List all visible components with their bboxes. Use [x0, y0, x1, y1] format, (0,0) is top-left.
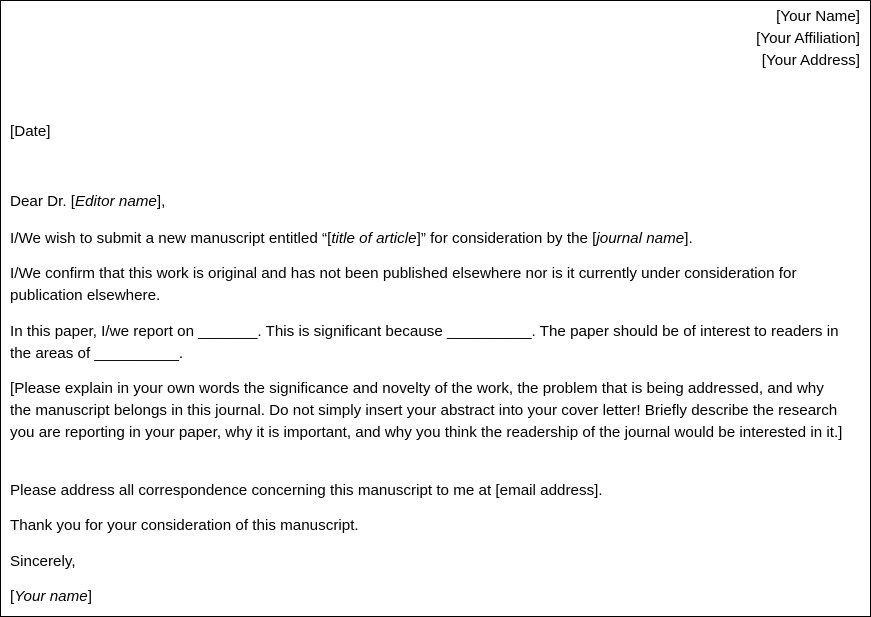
journal-name-placeholder: journal name — [596, 230, 685, 247]
explanation-paragraph: [Please explain in your own words the significance and novelty of the work, the problem that is being addressed, and why the manuscript belongs in this journal. Do not simply insert your abstract into your cover letter! Briefly describe the research you are reporting in your paper, why it is important, and why you think the readership of the journal would be interested in it.] — [10, 380, 843, 441]
signature-open-bracket: [ — [10, 588, 15, 605]
correspondence-paragraph: Please address all correspondence concerning this manuscript to me at [email address]. — [10, 482, 603, 499]
signature-close-bracket: ] — [87, 588, 92, 605]
report-paragraph: In this paper, I/we report on _______. This is significant because __________. The paper should be of interest to readers in the areas of __________. — [10, 323, 839, 362]
sender-block — [756, 6, 860, 72]
submission-paragraph — [10, 228, 848, 250]
date-line: [Date] — [10, 123, 51, 140]
salutation — [10, 191, 848, 213]
editor-name-placeholder: Editor name — [74, 193, 157, 210]
sender-address: [Your Address] — [761, 52, 860, 69]
submission-text-3: ]. — [684, 230, 693, 247]
sender-affiliation: [Your Affiliation] — [756, 30, 860, 47]
salutation-suffix: ], — [156, 193, 166, 210]
submission-text-1: I/We wish to submit a new manuscript entitled “[ — [10, 230, 332, 247]
closing-line: Sincerely, — [10, 553, 76, 570]
submission-text-2: ]” for consideration by the [ — [416, 230, 597, 247]
article-title-placeholder: title of article — [331, 230, 417, 247]
signature-line — [10, 586, 848, 608]
your-name-placeholder: Your name — [14, 588, 88, 605]
originality-paragraph: I/We confirm that this work is original and has not been published elsewhere nor is it currently under consideration for publication elsewhere. — [10, 265, 797, 304]
salutation-prefix: Dear Dr. [ — [10, 193, 75, 210]
sender-name: [Your Name] — [776, 8, 860, 25]
thanks-paragraph: Thank you for your consideration of this manuscript. — [10, 517, 359, 534]
